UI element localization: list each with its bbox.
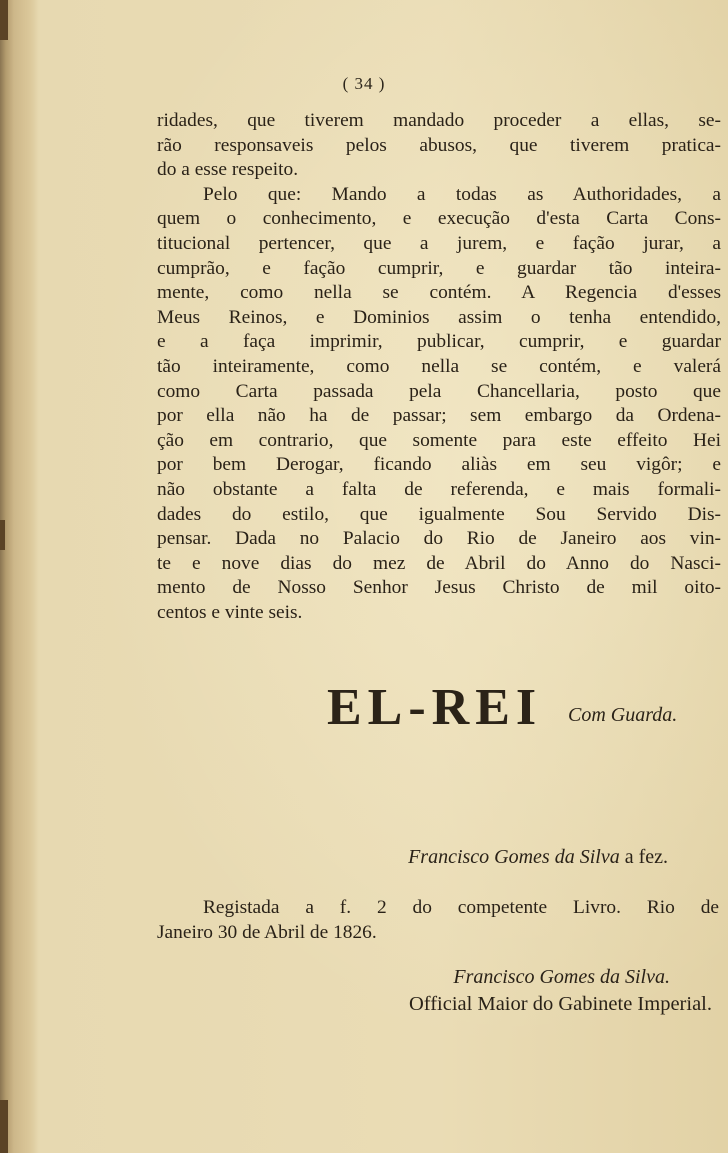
text-line: tão inteiramente, como nella se contém, e valerá: [157, 355, 721, 377]
text-line: por bem Derogar, ficando aliàs em seu vigôr; e: [157, 454, 721, 476]
text-line: por ella não ha de passar; sem embargo da Ordena-: [157, 405, 721, 427]
text-line: centos e vinte seis.: [157, 601, 303, 623]
text-line: não obstante a falta de referenda, e mais formali-: [157, 478, 721, 500]
text-line: e a faça imprimir, publicar, cumprir, e guardar: [157, 331, 721, 353]
royal-signature: [327, 678, 717, 738]
clerk-suffix: a fez.: [619, 846, 668, 868]
text-line: quem o conhecimento, e execução d'esta Carta Cons-: [157, 208, 721, 230]
text-line: ridades, que tiverem mandado proceder a ellas, se-: [157, 110, 721, 131]
text-line: Meus Reinos, e Dominios assim o tenha entendido,: [157, 306, 721, 328]
registration-line: Janeiro 30 de Abril de 1826.: [157, 921, 377, 943]
text-line: dades do estilo, que igualmente Sou Servido Dis-: [157, 503, 721, 525]
text-line: ção em contrario, que somente para este effeito Hei: [157, 429, 721, 451]
binding-mark: [0, 0, 8, 40]
body-text: [157, 109, 721, 625]
text-line: do a esse respeito.: [157, 159, 299, 181]
king-signature: EL-REI: [327, 679, 543, 736]
clerk-name: Francisco Gomes da Silva: [408, 846, 620, 868]
binding-mark: [0, 520, 5, 550]
binding-mark: [0, 1100, 8, 1153]
footer-signatory: Francisco Gomes da Silva.: [453, 966, 670, 988]
text-line: rão responsaveis pelos abusos, que tiverem pratica-: [157, 134, 721, 156]
text-line: mento de Nosso Senhor Jesus Christo de mil oito-: [157, 577, 721, 599]
text-line: Pelo que: Mando a todas as Authoridades, a: [203, 183, 721, 205]
text-line: cumprão, e fação cumprir, e guardar tão inteira-: [157, 257, 721, 279]
registration-line: Registada a f. 2 do competente Livro. Rio de: [203, 897, 719, 918]
clerk-line: [0, 846, 668, 869]
signature-note: Com Guarda.: [568, 704, 678, 726]
footer-title: Official Maior do Gabinete Imperial.: [408, 993, 712, 1015]
text-line: mente, como nella se contém. A Regencia d'esses: [157, 282, 721, 304]
text-line: como Carta passada pela Chancellaria, posto que: [157, 380, 721, 402]
text-line: titucional pertencer, que a jurem, e fação jurar, a: [157, 232, 721, 254]
page-number: ( 34 ): [342, 74, 386, 93]
text-line: te e nove dias do mez de Abril do Anno do Nasci-: [157, 552, 721, 574]
text-line: pensar. Dada no Palacio do Rio de Janeiro aos vin-: [157, 528, 721, 550]
registration-note: [157, 896, 719, 945]
